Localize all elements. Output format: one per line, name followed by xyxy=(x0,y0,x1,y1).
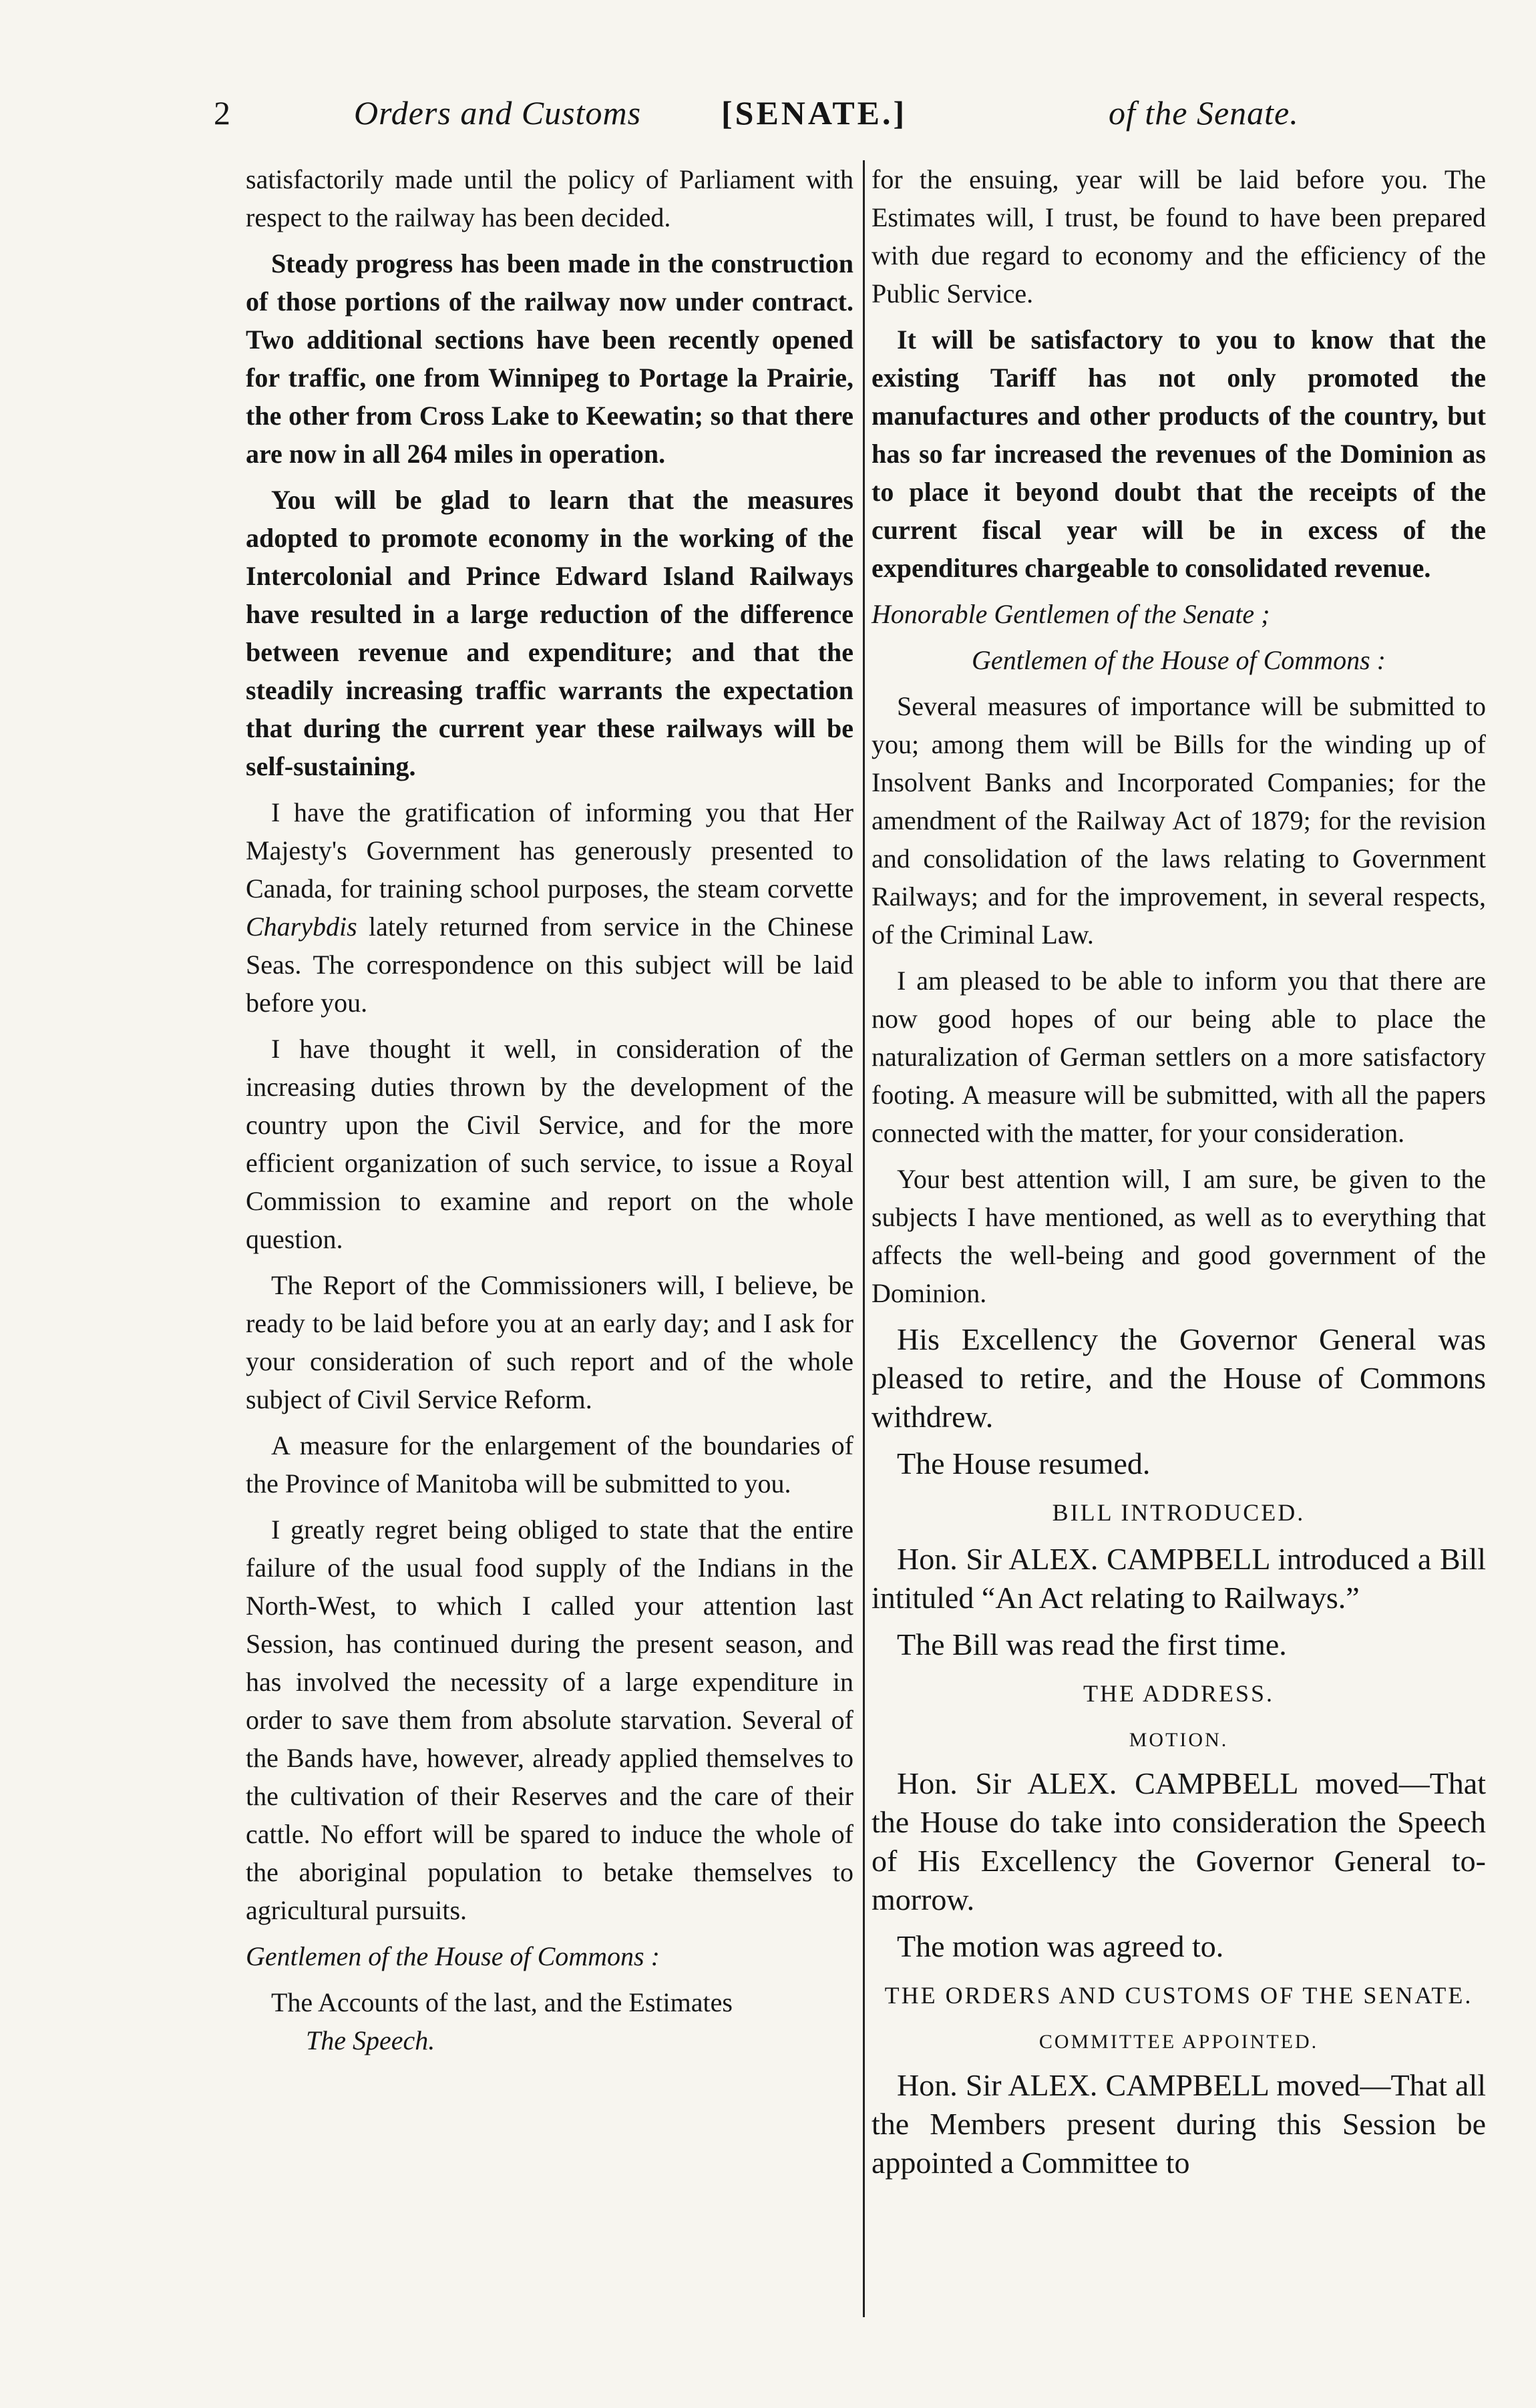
paragraph: Several measures of importance will be submitted to you; among them will be Bills for the winding up of Insolvent Banks and Incorporated Companies; for the amendment of the Railway Act of 1879; for the revision and consolidation of the laws relating to Government Railways; and for the improvement, in several respects, of the Criminal Law. xyxy=(872,691,1486,950)
address-heading: Gentlemen of the House of Commons : xyxy=(972,645,1386,675)
speaker-name: ALEX. CAMPBELL xyxy=(1027,1766,1298,1800)
ship-name: Charybdis xyxy=(246,912,357,942)
text-run: lately returned from service in the Chinese Seas. The correspondence on this subject will be laid before you. xyxy=(246,912,853,1018)
paragraph: A measure for the enlargement of the boundaries of the Province of Manitoba will be submitted to you. xyxy=(246,1430,853,1498)
paragraph xyxy=(872,1764,1486,1919)
paragraph: The Accounts of the last, and the Estimates xyxy=(271,1987,733,2017)
running-title-right: of the Senate. xyxy=(1109,94,1299,132)
paragraph: I greatly regret being obliged to state that the entire failure of the usual food supply of the Indians in the North-West, to which I called your attention last Session, has continued during the present season, and has involved the necessity of a large expenditure in order to save them from absolute starvation. Several of the Bands have, however, already applied themselves to the cultivation of their Reserves and the care of their cattle. No effort will be spared to induce the whole of the aboriginal population to betake themselves to agricultural pursuits. xyxy=(246,1515,853,1925)
section-heading: BILL INTRODUCED. xyxy=(1052,1499,1306,1526)
paragraph: The Report of the Commissioners will, I believe, be ready to be laid before you at an early day; and I ask for your consideration of such report and of the whole subject of Civil Service Reform. xyxy=(246,1270,853,1414)
paragraph: I am pleased to be able to inform you that there are now good hopes of our being able to place the naturalization of German settlers on a more satisfactory footing. A measure will be submitted, with all the papers connected with the matter, for your consideration. xyxy=(872,966,1486,1148)
text-run: I have the gratification of informing you that Her Majesty's Government has generously presented to Canada, for training school purposes, the steam corvette xyxy=(246,797,853,904)
page-number: 2 xyxy=(214,94,231,132)
paragraph: It will be satisfactory to you to know that the existing Tariff has not only promoted the manufactures and other products of the country, but has so far increased the revenues of the Dominion as to place it beyond doubt that the receipts of the current fiscal year will be in excess of the expenditures chargeable to consolidated revenue. xyxy=(872,325,1486,583)
paragraph: The motion was agreed to. xyxy=(897,1929,1224,1963)
paragraph: The Bill was read the first time. xyxy=(897,1627,1287,1661)
paragraph: Steady progress has been made in the construction of those portions of the railway now under contract. Two additional sections have been recently opened for traffic, one from Winnipeg to Portage la Prairie, the other from Cross Lake to Keewatin; so that there are now in all 264 miles in operation. xyxy=(246,248,853,469)
subsection-heading: MOTION. xyxy=(1129,1729,1229,1751)
text-run: moved—That all the Members present during this Session be appointed a Committee to xyxy=(872,2068,1486,2180)
address-heading: Honorable Gentlemen of the Senate ; xyxy=(872,599,1270,629)
paragraph: I have thought it well, in consideration of the increasing duties thrown by the development of the country upon the Civil Service, and for the more efficient organization of such service, to issue a Royal Commission to examine and report on the whole question. xyxy=(246,1034,853,1254)
paragraph: His Excellency the Governor General was pleased to retire, and the House of Commons withdrew. xyxy=(872,1322,1486,1434)
text-run: Hon. Sir xyxy=(897,1542,1002,1576)
section-heading: THE ORDERS AND CUSTOMS OF THE SENATE. xyxy=(884,1982,1473,2009)
paragraph: You will be glad to learn that the measures adopted to promote economy in the working of the Intercolonial and Prince Edward Island Railways have resulted in a large reduction of the difference between revenue and expenditure; and that the steadily increasing traffic warrants the expectation that during the current year these railways will be self-sustaining. xyxy=(246,485,853,781)
text-run: introduced a Bill intituled “An Act relating to Railways.” xyxy=(872,1542,1487,1615)
section-heading: THE ADDRESS. xyxy=(1083,1680,1275,1707)
text-run: Hon. Sir xyxy=(897,1766,1012,1800)
running-title-left: Orders and Customs xyxy=(354,94,642,132)
paragraph xyxy=(246,793,853,1022)
paragraph: Your best attention will, I am sure, be given to the subjects I have mentioned, as well as to everything that affects the well-being and good government of the Dominion. xyxy=(872,1164,1486,1308)
left-column xyxy=(246,160,853,2067)
address-heading: Gentlemen of the House of Commons : xyxy=(246,1941,660,1971)
paragraph xyxy=(872,2066,1486,2182)
text-run: moved—That the House do take into consideration the Speech of His Excellency the Governor General to-morrow. xyxy=(872,1766,1486,1917)
speaker-name: ALEX. CAMPBELL xyxy=(1008,1542,1270,1576)
paragraph: satisfactorily made until the policy of Parliament with respect to the railway has been decided. xyxy=(246,164,853,232)
column-divider xyxy=(863,160,865,2317)
right-column xyxy=(872,160,1486,2190)
page-header xyxy=(214,93,1336,147)
subsection-heading: COMMITTEE APPOINTED. xyxy=(1038,2031,1319,2053)
signature-line: The Speech. xyxy=(306,2025,435,2055)
running-title-center: [SENATE.] xyxy=(721,94,908,132)
speaker-name: ALEX. CAMPBELL xyxy=(1008,2068,1269,2102)
paragraph: for the ensuing, year will be laid before you. The Estimates will, I trust, be found to have been prepared with due regard to economy and the efficiency of the Public Service. xyxy=(872,164,1486,309)
text-run: Hon. Sir xyxy=(897,2068,1002,2102)
paragraph xyxy=(872,1540,1486,1617)
paragraph: The House resumed. xyxy=(897,1446,1151,1480)
